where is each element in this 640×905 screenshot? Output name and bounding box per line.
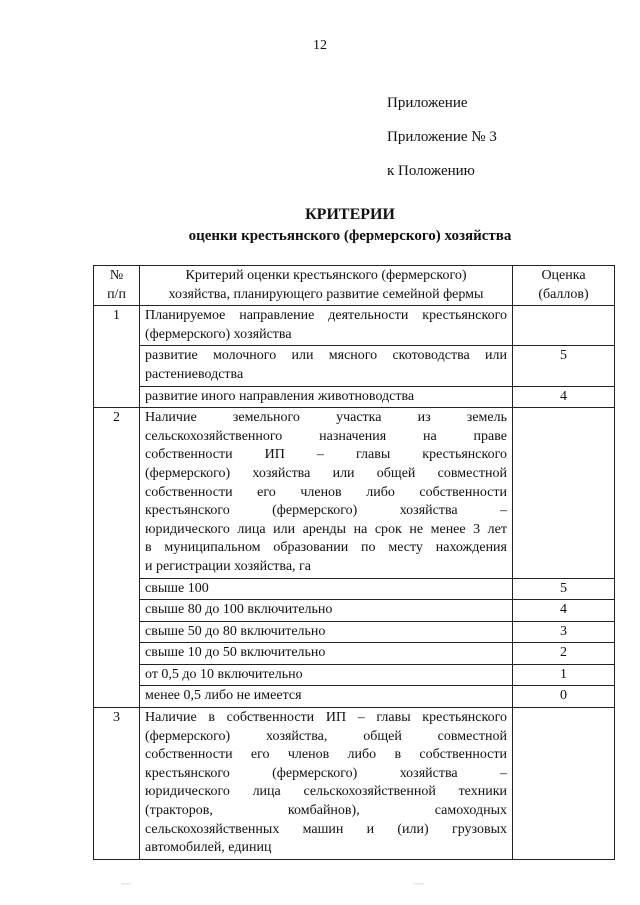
option-score: 2: [513, 643, 615, 665]
criteria-body: [94, 306, 615, 860]
option-label: [140, 643, 513, 665]
criterion-number: 1: [94, 306, 140, 408]
criterion-title-line: в муниципальном образовании по месту нахождения: [145, 540, 507, 556]
criterion-title-line: юридического лица или аренды на срок не менее 3 лет: [145, 521, 507, 537]
option-score: 4: [513, 386, 615, 408]
criterion-score-empty: [513, 408, 615, 578]
scan-mark: ~~~: [121, 882, 131, 888]
criterion-row: [94, 306, 615, 346]
criterion-title-line: автомобилей, единиц: [145, 840, 272, 856]
criterion-title-line: (тракторов, комбайнов), самоходных: [145, 803, 507, 819]
criterion-title: [140, 408, 513, 578]
document-subtitle: оценки крестьянского (фермерского) хозяйства: [188, 228, 512, 244]
option-label: [140, 621, 513, 643]
criterion-title-line: крестьянского (фермерского) хозяйства –: [145, 765, 507, 781]
header-num-line-2: п/п: [107, 286, 126, 302]
criterion-number: 2: [94, 408, 140, 708]
criterion-title-line: собственности его членов либо в собственности: [145, 747, 507, 763]
appendix-line-2: Приложение № 3: [387, 129, 497, 145]
option-label: [140, 346, 513, 386]
criterion-title: [140, 708, 513, 860]
option-row: [94, 621, 615, 643]
option-row: [94, 686, 615, 708]
appendix-line-3: к Положению: [387, 163, 475, 179]
option-label-line: менее 0,5 либо не имеется: [145, 688, 302, 704]
option-label: [140, 686, 513, 708]
criterion-title: [140, 306, 513, 346]
option-score: 3: [513, 621, 615, 643]
criterion-title-line: (фермерского) хозяйства: [145, 326, 292, 342]
scan-mark: ~~~: [414, 882, 424, 888]
option-label-line: свыше 80 до 100 включительно: [145, 602, 333, 618]
criterion-title-line: и регистрации хозяйства, га: [145, 558, 311, 574]
criterion-title-line: юридического лица сельскохозяйственной техники: [145, 784, 507, 800]
option-label: [140, 578, 513, 600]
criterion-title-line: собственности его членов либо собственности: [145, 484, 507, 500]
criterion-title-line: собственности ИП – главы крестьянского: [145, 447, 507, 463]
option-score: 1: [513, 664, 615, 686]
option-score: 0: [513, 686, 615, 708]
option-label: [140, 600, 513, 622]
criterion-title-line: сельскохозяйственных машин и (или) грузовых: [145, 821, 507, 837]
option-row: [94, 643, 615, 665]
option-row: [94, 578, 615, 600]
option-row: [94, 664, 615, 686]
criterion-title-line: крестьянского (фермерского) хозяйства –: [145, 503, 507, 519]
criterion-number: 3: [94, 708, 140, 860]
page-number: 12: [313, 38, 327, 53]
option-label: [140, 386, 513, 408]
criterion-score-empty: [513, 306, 615, 346]
option-label-line: развитие иного направления животноводства: [145, 388, 415, 404]
criterion-title-line: Наличие земельного участка из земель: [145, 410, 507, 426]
option-label-line: от 0,5 до 10 включительно: [145, 666, 303, 682]
header-score-line-1: Оценка: [541, 268, 586, 283]
header-num: [94, 266, 140, 306]
criterion-title-line: (фермерского) хозяйства или общей совместной: [145, 465, 507, 481]
option-label-line: свыше 100: [145, 580, 209, 596]
header-row: [94, 266, 615, 306]
appendix-line-1: Приложение: [387, 95, 468, 111]
header-criterion: [140, 266, 513, 306]
header-score-line-2: (баллов): [538, 286, 589, 302]
criterion-row: [94, 408, 615, 578]
option-label: [140, 664, 513, 686]
header-score: [513, 266, 615, 306]
criterion-score-empty: [513, 708, 615, 860]
document-title: КРИТЕРИИ: [305, 206, 395, 223]
option-label-line: свыше 10 до 50 включительно: [145, 645, 326, 661]
option-score: 5: [513, 346, 615, 386]
criterion-title-line: сельскохозяйственного назначения на праве: [145, 428, 507, 444]
option-row: [94, 346, 615, 386]
option-row: [94, 600, 615, 622]
header-criterion-line-2: хозяйства, планирующего развитие семейной фермы: [168, 286, 484, 302]
criterion-row: [94, 708, 615, 860]
option-row: [94, 386, 615, 408]
option-score: 4: [513, 600, 615, 622]
criterion-title-line: Наличие в собственности ИП – главы крестьянского: [145, 710, 507, 726]
appendix-block: [387, 86, 497, 188]
option-label-line: растениеводства: [145, 366, 244, 382]
header-criterion-line-1: Критерий оценки крестьянского (фермерского): [185, 268, 467, 283]
option-label-line: развитие молочного или мясного скотоводства или: [145, 348, 507, 364]
option-label-line: свыше 50 до 80 включительно: [145, 623, 326, 639]
criteria-table: [93, 265, 615, 860]
option-score: 5: [513, 578, 615, 600]
header-num-line-1: №: [109, 268, 124, 283]
criterion-title-line: Планируемое направление деятельности крестьянского: [145, 308, 507, 324]
criterion-title-line: (фермерского) хозяйства, общей совместной: [145, 728, 507, 744]
